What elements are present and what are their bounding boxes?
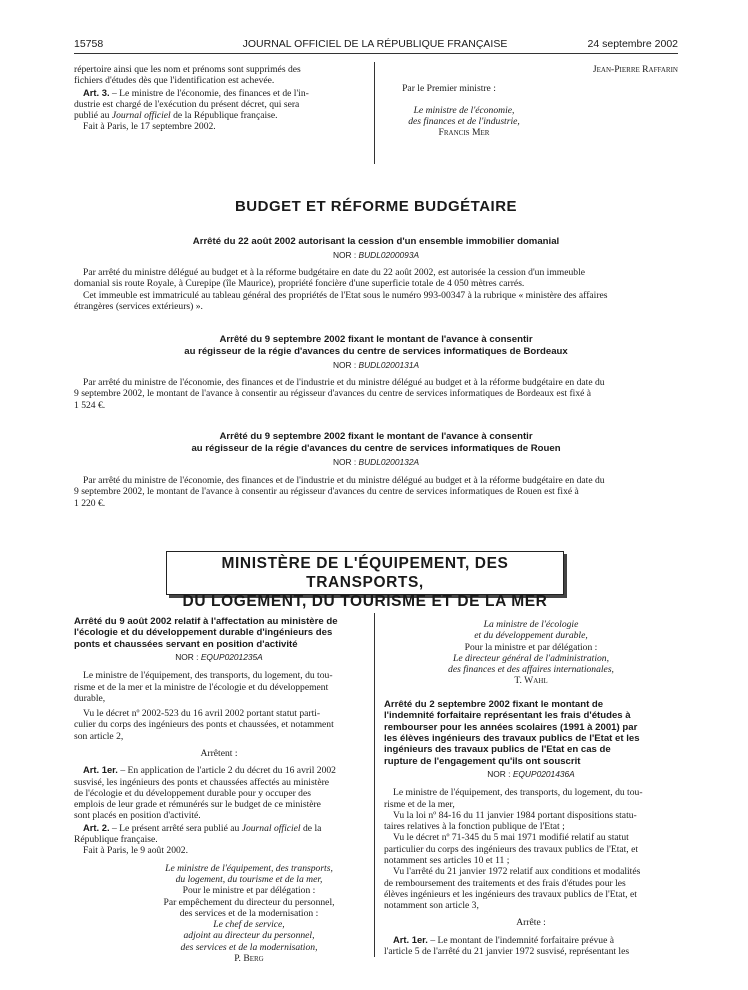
text-line: publié au Journal officiel de la République française. xyxy=(74,110,278,122)
header-rule xyxy=(74,53,678,54)
arrete-title xyxy=(74,431,678,454)
text-line: des finances et de l'industrie, xyxy=(408,115,520,127)
nor-reference: NOR : BUDL0200093A xyxy=(332,250,420,260)
article-label: Art. 3. xyxy=(83,86,110,98)
column-divider xyxy=(374,62,375,164)
section-title-budget: BUDGET ET RÉFORME BUDGÉTAIRE xyxy=(234,198,518,215)
signatory-name: P. Berg xyxy=(234,953,264,965)
article-3 xyxy=(74,87,364,99)
text-line: Cet immeuble est immatriculé au tableau général des propriétés de l'Etat sous le numéro 993-00347 à la rubrique « ministère des affaires xyxy=(83,289,608,301)
text-line: 1 220 €. xyxy=(74,497,106,509)
arrete-5-column xyxy=(384,619,678,957)
text-line: Par arrêté du ministre de l'économie, des finances et de l'industrie et du ministre délégué au budget et à la réforme budgétaire en date du xyxy=(83,475,605,486)
page-date: 24 septembre 2002 xyxy=(587,38,678,50)
arrete-body: Le ministre de l'équipement, des transports, du logement, du tou- risme et de la mer, Vu la loi nº 84-16 du 11 janvier 1984 portant dispositions statu- taires relatives à la fonction publique de l'Etat ; Vu le décret nº 71-345 du 5 mai 1971 modifié relatif au statut particulier du corps des ingénieurs des travaux publics de l'Etat, et notamment ses articles 10 et 11 ; Vu l'arrêté du 21 janvier 1972 relatif aux conditions et modalités de remboursement des traitements et des frais d'études pour les élèves ingénieurs et les ingénieurs des travaux publics de l'Etat, et notamment son article 3, Arrête : Art. 1er. – Le montant de l'indemnité forfaitaire prévue à l'article 5 de l'arrêté du 21 janvier 1972 susvisé, représentant les xyxy=(384,787,643,958)
text-line: dustrie est chargé de l'exécution du présent décret, qui sera xyxy=(74,98,300,110)
text-line: 9 septembre 2002, le montant de l'avance à consentir au régisseur d'avances du centre de services informatiques de Bordeaux est fixé à xyxy=(74,388,592,400)
top-right-column xyxy=(384,64,678,138)
arrete-title: Arrêté du 22 août 2002 autorisant la cession d'un ensemble immobilier domanial xyxy=(192,236,560,247)
minister-name: Francis Mer xyxy=(438,127,490,139)
section-title-line: MINISTÈRE DE L'ÉQUIPEMENT, DES TRANSPORTS, xyxy=(221,555,509,591)
arrete-title xyxy=(74,334,678,357)
text-line: – Le ministre de l'économie, des finances et de l'in- xyxy=(109,87,309,99)
arrete-body: Le ministre de l'équipement, des transports, du logement, du tou- risme et de la mer et la ministre de l'écologie et du développement durable, Vu le décret nº 2002-523 du 16 avril 2002 portant statut parti- culier du corps des ingénieurs des ponts et chaussées, et notamment son article 2, Arrêtent : Art. 1er. – En application de l'article 2 du décret du 16 avril 2002 susvisé, les ingénieurs des ponts et chaussées affectés au ministère de l'écologie et du développement durable pour y occuper des emplois de leur grade et rémunérés sur le budget de ce ministère sont placés en position d'activité. Art. 2. – Le présent arrêté sera publié au Journal officiel de la République française. Fait à Paris, le 9 août 2002. Le ministre de l'équipement, des transports, du logement, du tourisme et de la mer, Pour le ministre et par délégation : Par empêchement du directeur du personnel, des services et de la modernisation : Le chef de service, adjoint au directeur du personnel, des services et de la modernisation, P. Berg xyxy=(74,670,364,964)
arrete-title: Arrêté du 2 septembre 2002 fixant le montant de l'indemnité forfaitaire représentant les frais d'études à rembourser pour les années scolaires (1991 à 2001) par les élèves ingénieurs des travaux publics de l'Etat et les ingénieurs des travaux publics de l'Etat en cas de rupture de l'engagement qu'ils ont souscrit xyxy=(384,698,640,767)
text-line: 1 524 €. xyxy=(74,399,106,411)
arrete-title: Arrêté du 9 août 2002 relatif à l'affectation au ministère de l'écologie et du développement durable d'ingénieurs des ponts et chaussées servant en position d'activité xyxy=(74,616,338,650)
signatory-name: T. Wahl xyxy=(514,675,548,687)
nor-reference: NOR : BUDL0200132A xyxy=(332,457,420,467)
section-title-line: DU LOGEMENT, DU TOURISME ET DE LA MER xyxy=(182,593,548,610)
arrete-body xyxy=(74,267,678,312)
text-line: fichiers d'études dès que l'identification est achevée. xyxy=(74,75,275,87)
title-line: au régisseur de la régie d'avances du centre de services informatiques de Bordeaux xyxy=(184,345,568,357)
arrete-4-signature-right: La ministre de l'écologie et du développement durable, Pour la ministre et par délégation : Le directeur général de l'administration, des finances et des affaires internationales, T. Wahl xyxy=(384,619,678,687)
nor-reference: NOR : BUDL0200131A xyxy=(332,360,420,370)
arrete-body xyxy=(74,475,678,509)
page-number: 15758 xyxy=(74,38,104,50)
column-divider xyxy=(374,613,375,957)
text-line: répertoire ainsi que les nom et prénoms sont supprimés des xyxy=(74,64,301,75)
signatory-name: Jean-Pierre Raffarin xyxy=(592,64,678,75)
title-line: Arrêté du 9 septembre 2002 fixant le montant de l'avance à consentir xyxy=(219,334,533,345)
section-title-box-equipement xyxy=(166,551,564,610)
top-left-column xyxy=(74,64,364,133)
nor-reference: NOR : EQUP0201235A xyxy=(175,652,263,663)
fait-a-paris: Fait à Paris, le 17 septembre 2002. xyxy=(83,121,216,133)
title-line: au régisseur de la régie d'avances du centre de services informatiques de Rouen xyxy=(191,442,561,454)
text-line: étrangères (services extérieurs) ». xyxy=(74,300,203,312)
text-line: Le ministre de l'économie, xyxy=(413,104,515,116)
text-line: 9 septembre 2002, le montant de l'avance à consentir au régisseur d'avances du centre de services informatiques de Rouen est fixé à xyxy=(74,486,579,498)
text-line: Par arrêté du ministre délégué au budget et à la réforme budgétaire en date du 22 août 2002, est autorisée la cession d'un immeuble xyxy=(83,267,586,278)
nor-reference: NOR : EQUP0201436A xyxy=(487,769,575,780)
text-line: domanial sis route Royale, à Curepipe (île Maurice), propriété foncière d'une superficie totale de 4 050 mètres carrés. xyxy=(74,278,525,290)
arrete-4-column xyxy=(74,616,364,964)
arrete-body xyxy=(74,377,678,411)
title-line: Arrêté du 9 septembre 2002 fixant le montant de l'avance à consentir xyxy=(219,431,533,442)
text-line: Par arrêté du ministre de l'économie, des finances et de l'industrie et du ministre délégué au budget et à la réforme budgétaire en date du xyxy=(83,377,605,388)
journal-title: JOURNAL OFFICIEL DE LA RÉPUBLIQUE FRANÇAISE xyxy=(242,38,508,50)
text-line: Par le Premier ministre : xyxy=(402,83,496,95)
